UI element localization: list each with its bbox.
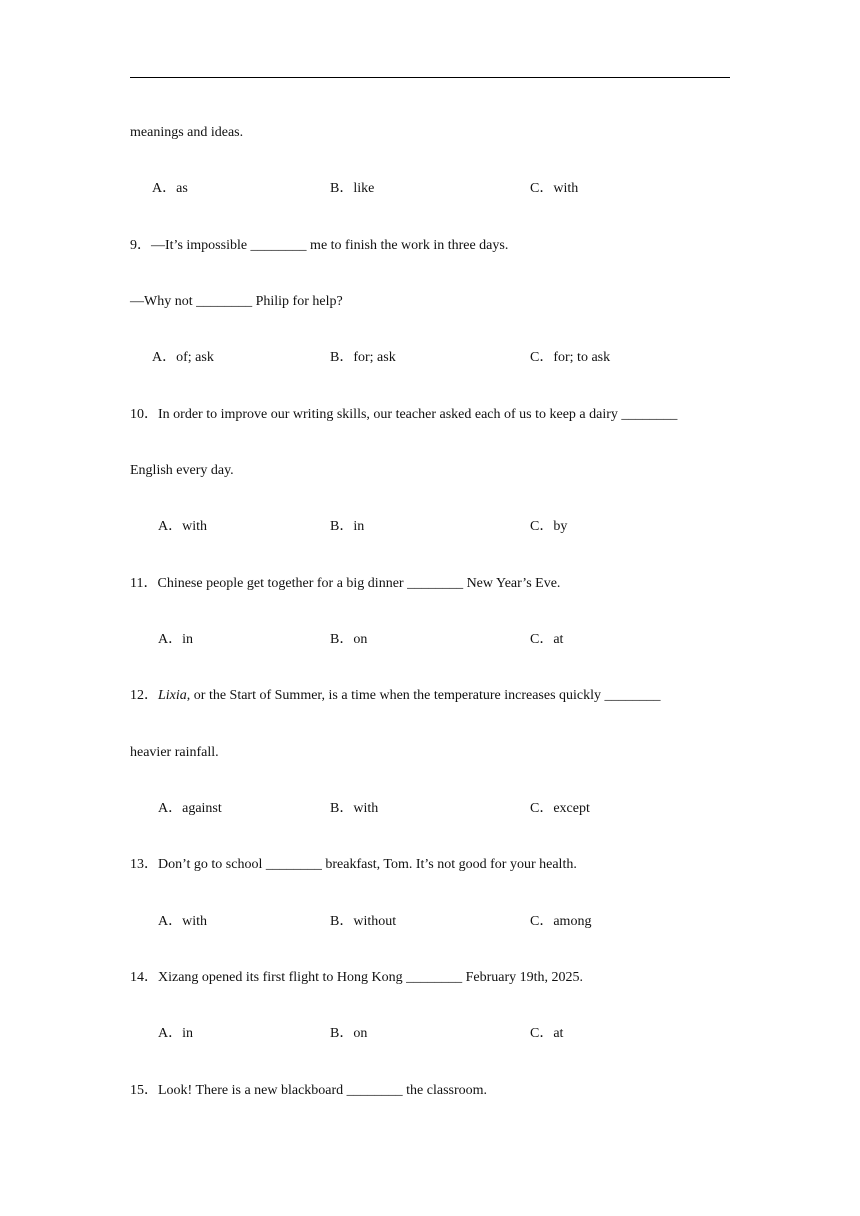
question-13-option-b: B．without [330, 914, 397, 929]
question-8-option-c: C．with [530, 181, 579, 196]
question-9-option-a: A．of; ask [152, 350, 214, 365]
question-10-line-1: 10．In order to improve our writing skills, our teacher asked each of us to keep a dairy ________ [130, 407, 678, 422]
question-10-option-a: A．with [158, 519, 207, 534]
question-12-line-1-rest: , or the Start of Summer, is a time when the temperature increases quickly ________ [186, 688, 661, 703]
question-11-option-c: C．at [530, 632, 564, 647]
question-11-line-1: 11．Chinese people get together for a big dinner ________ New Year’s Eve. [130, 576, 561, 591]
question-11-option-a: A．in [158, 632, 193, 647]
question-9-line-2: —Why not ________ Philip for help? [130, 294, 343, 309]
question-12-option-a: A．against [158, 801, 222, 816]
question-14-option-c: C．at [530, 1026, 564, 1041]
question-13-line-1: 13．Don’t go to school ________ breakfast, Tom. It’s not good for your health. [130, 857, 577, 872]
question-10-option-b: B．in [330, 519, 365, 534]
question-12-line-2: heavier rainfall. [130, 745, 219, 760]
question-12-option-b: B．with [330, 801, 379, 816]
question-15-line-1: 15．Look! There is a new blackboard ________ the classroom. [130, 1083, 488, 1098]
question-10-option-c: C．by [530, 519, 568, 534]
question-8-option-b: B．like [330, 181, 375, 196]
question-13-option-c: C．among [530, 914, 592, 929]
question-12-italic-term: Lixia [158, 688, 187, 703]
question-13-option-a: A．with [158, 914, 207, 929]
question-14-option-b: B．on [330, 1026, 368, 1041]
question-12-line-1 [130, 687, 661, 705]
question-14-option-a: A．in [158, 1026, 193, 1041]
question-9-line-1: 9．—It’s impossible ________ me to finish the work in three days. [130, 238, 509, 253]
question-12-option-c: C．except [530, 801, 590, 816]
question-10-line-2: English every day. [130, 463, 234, 478]
question-9-option-b: B．for; ask [330, 350, 396, 365]
question-12-number: 12． [130, 688, 158, 703]
question-8-fragment: meanings and ideas. [130, 125, 244, 140]
question-8-option-a: A．as [152, 181, 188, 196]
question-9-option-c: C．for; to ask [530, 350, 611, 365]
header-rule [130, 77, 730, 78]
question-11-option-b: B．on [330, 632, 368, 647]
question-14-line-1: 14．Xizang opened its first flight to Hong Kong ________ February 19th, 2025. [130, 970, 584, 985]
